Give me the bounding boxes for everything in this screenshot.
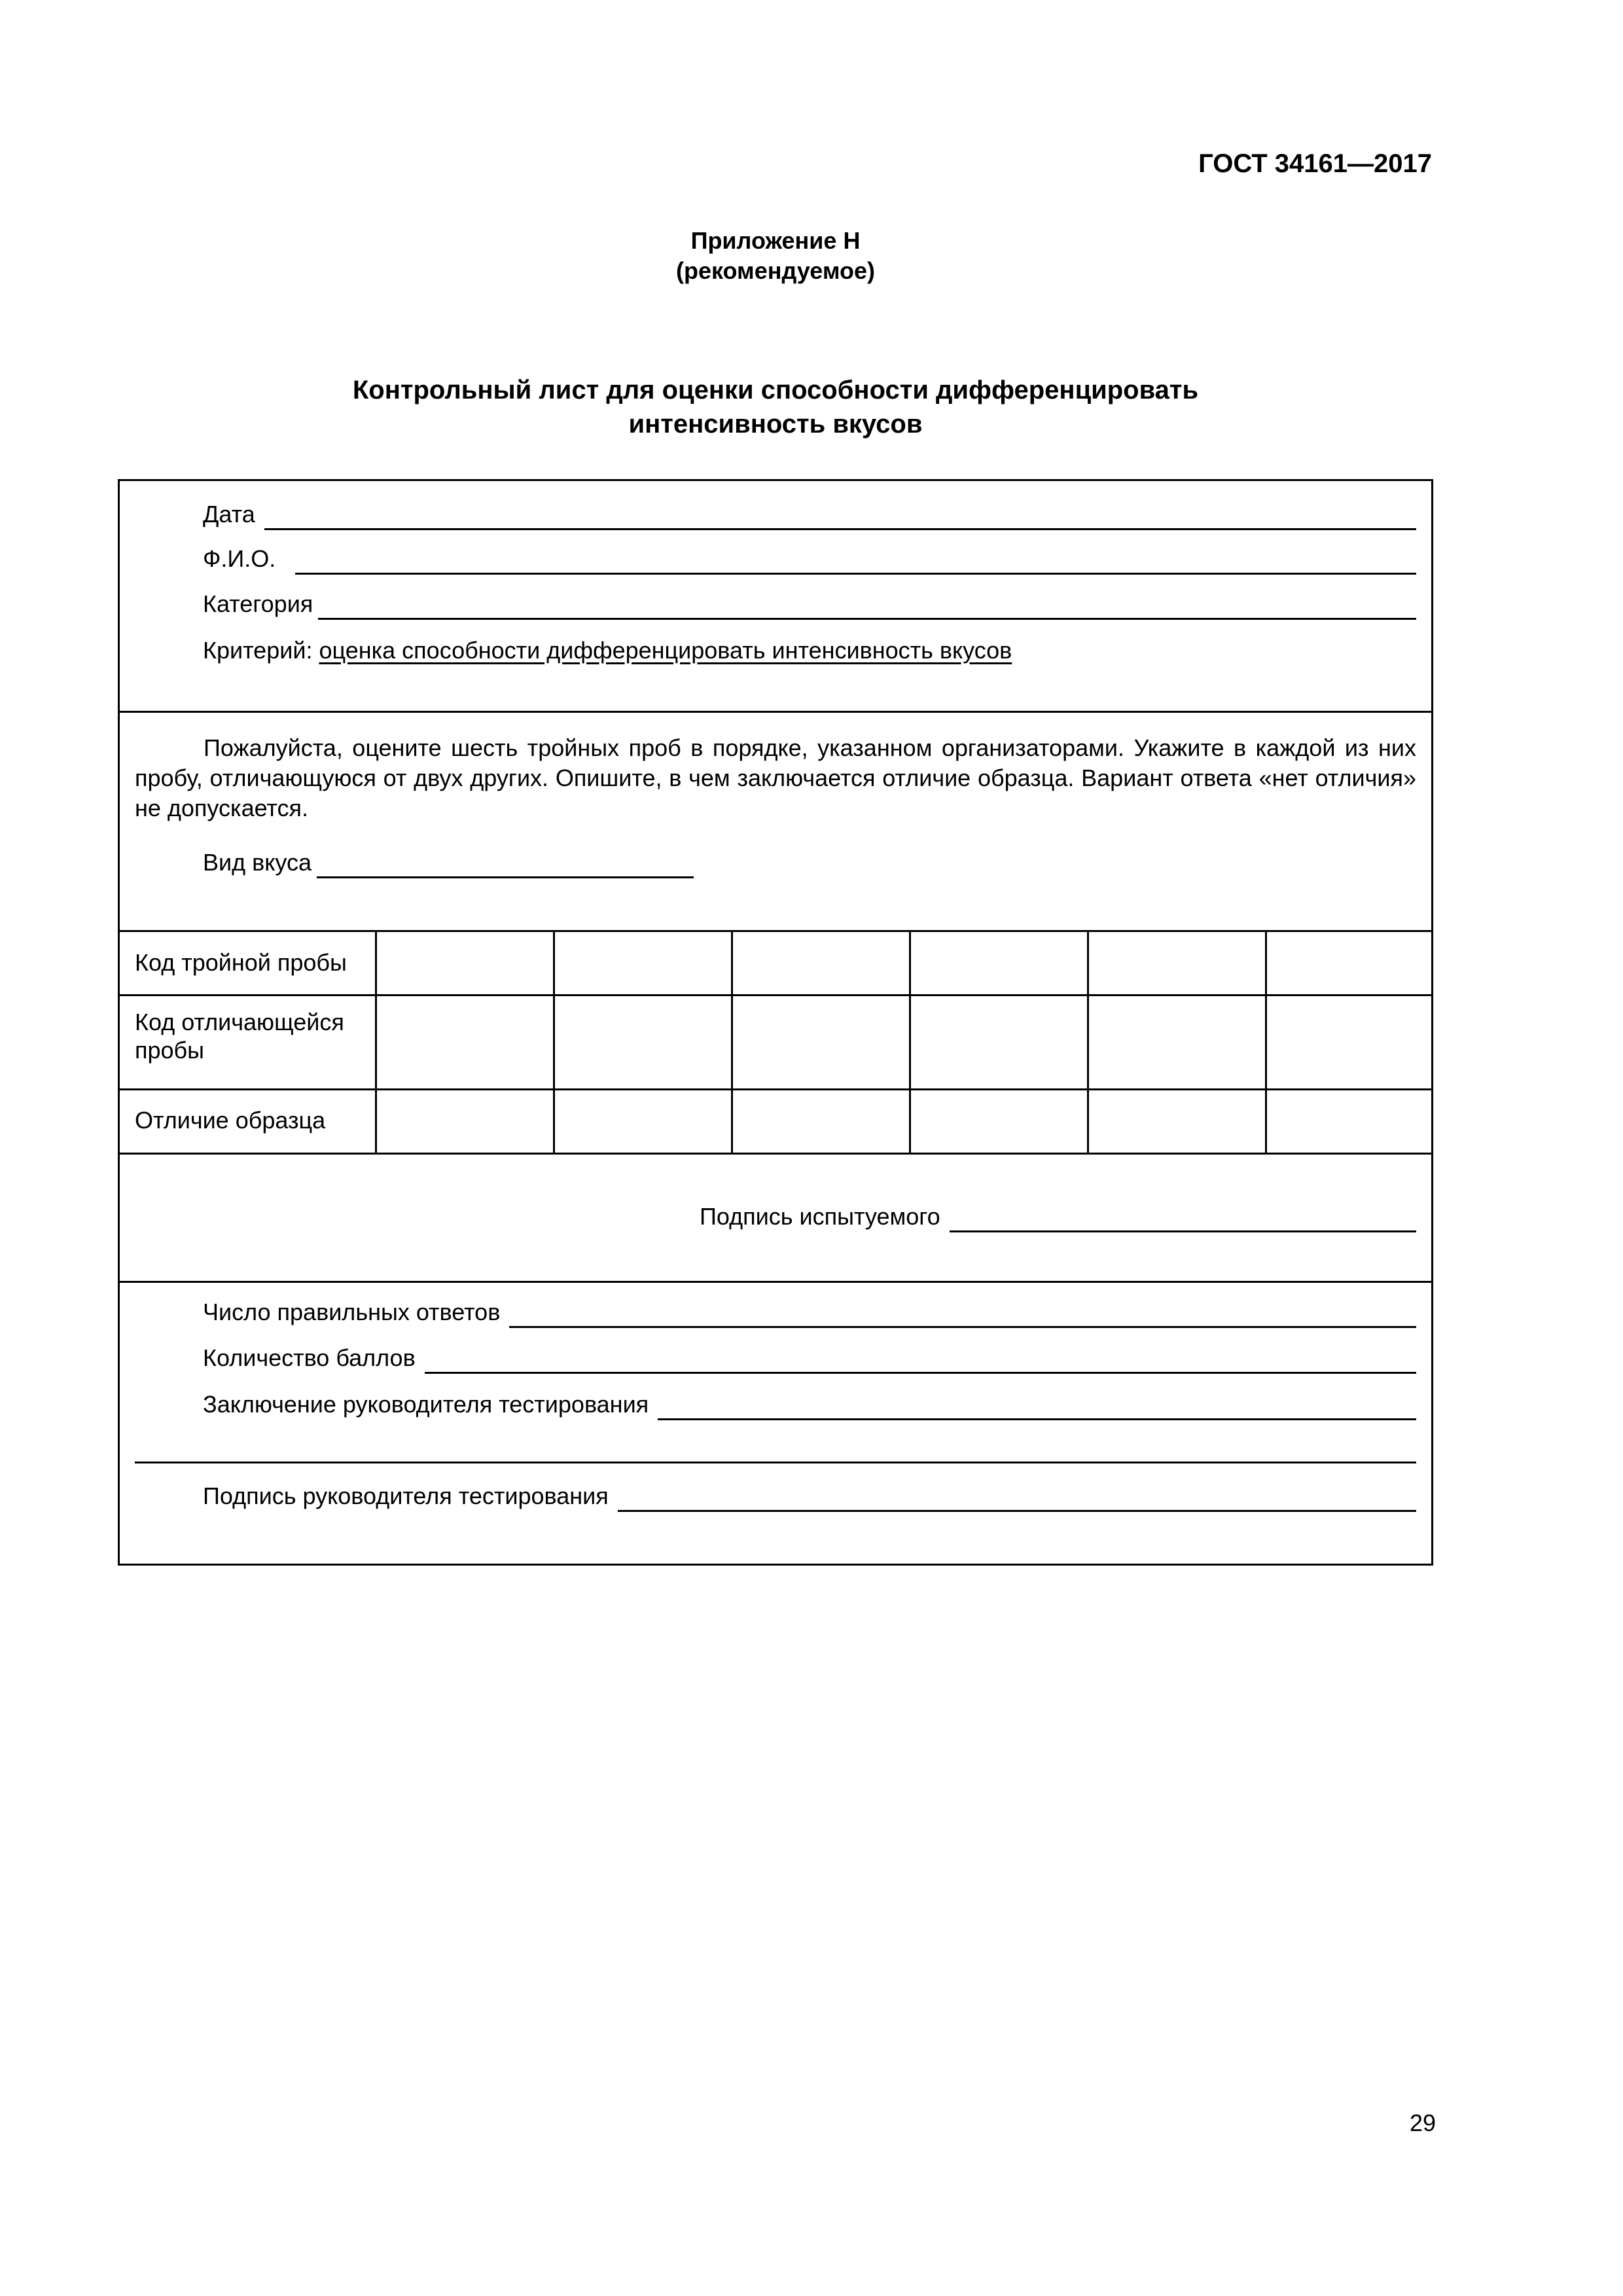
criterion-label: Критерий: xyxy=(203,637,313,664)
points-label: Количество баллов xyxy=(203,1344,416,1371)
table-row-label: Код отличающейся пробы xyxy=(135,1009,344,1064)
conclusion-field[interactable] xyxy=(203,1393,1416,1416)
divider xyxy=(120,711,1431,713)
category-label: Категория xyxy=(203,590,313,617)
date-line[interactable] xyxy=(264,528,1416,530)
conclusion-line[interactable] xyxy=(658,1418,1416,1420)
table-column-divider xyxy=(1265,930,1267,1153)
category-line[interactable] xyxy=(318,617,1416,620)
appendix-note: (рекомендуемое) xyxy=(676,257,875,284)
taste-type-field[interactable] xyxy=(203,851,694,874)
supervisor-signature-field[interactable] xyxy=(203,1484,1416,1508)
points-field[interactable] xyxy=(203,1346,1416,1370)
table-bottom-border xyxy=(120,1153,1431,1155)
criterion xyxy=(203,637,1012,664)
subject-signature-label: Подпись испытуемого xyxy=(700,1203,940,1230)
subject-signature-line[interactable] xyxy=(950,1230,1416,1232)
table-row-divider xyxy=(120,994,1431,996)
table-column-divider xyxy=(553,930,555,1153)
table-column-divider xyxy=(909,930,911,1153)
correct-answers-line[interactable] xyxy=(509,1325,1416,1328)
instructions-text: Пожалуйста, оцените шесть тройных проб в порядке, указанном организаторами. Укажите в каждой из них пробу, отличающуюся от двух других. Опишите, в чем заключается отличие образца. Вариант ответа «нет отличия» не допускается. xyxy=(135,734,1416,821)
criterion-value: оценка способности дифференцировать интенсивность вкусов xyxy=(319,637,1012,664)
conclusion-continuation-line[interactable] xyxy=(135,1462,1416,1463)
table-column-divider xyxy=(731,930,733,1153)
table-top-border xyxy=(120,930,1431,932)
divider xyxy=(120,1281,1431,1283)
date-label: Дата xyxy=(203,501,255,528)
correct-answers-field[interactable] xyxy=(203,1300,1416,1324)
category-field[interactable] xyxy=(203,592,1416,616)
checklist-form xyxy=(118,479,1433,1566)
name-field[interactable] xyxy=(203,547,1416,571)
appendix-title: Приложение Н xyxy=(690,227,861,254)
page-number: 29 xyxy=(1409,2109,1436,2136)
date-field[interactable] xyxy=(203,503,1416,526)
conclusion-label: Заключение руководителя тестирования xyxy=(203,1391,649,1418)
table-row-divider xyxy=(120,1088,1431,1090)
name-line[interactable] xyxy=(295,572,1416,575)
supervisor-signature-label: Подпись руководителя тестирования xyxy=(203,1482,609,1509)
points-line[interactable] xyxy=(425,1371,1416,1374)
form-title-line-2: интенсивность вкусов xyxy=(628,410,923,439)
table-row-label: Код тройной пробы xyxy=(135,949,347,976)
taste-type-line[interactable] xyxy=(317,876,694,878)
form-title-line-1: Контрольный лист для оценки способности дифференцировать xyxy=(352,376,1199,404)
subject-signature-field[interactable] xyxy=(700,1205,1416,1229)
document-code: ГОСТ 34161—2017 xyxy=(1198,149,1432,178)
table-column-divider xyxy=(1087,930,1089,1153)
table-column-divider xyxy=(375,930,377,1153)
correct-answers-label: Число правильных ответов xyxy=(203,1299,501,1325)
name-label: Ф.И.О. xyxy=(203,545,276,572)
taste-type-label: Вид вкуса xyxy=(203,849,312,876)
supervisor-signature-line[interactable] xyxy=(618,1509,1416,1512)
table-row-label: Отличие образца xyxy=(135,1107,326,1134)
